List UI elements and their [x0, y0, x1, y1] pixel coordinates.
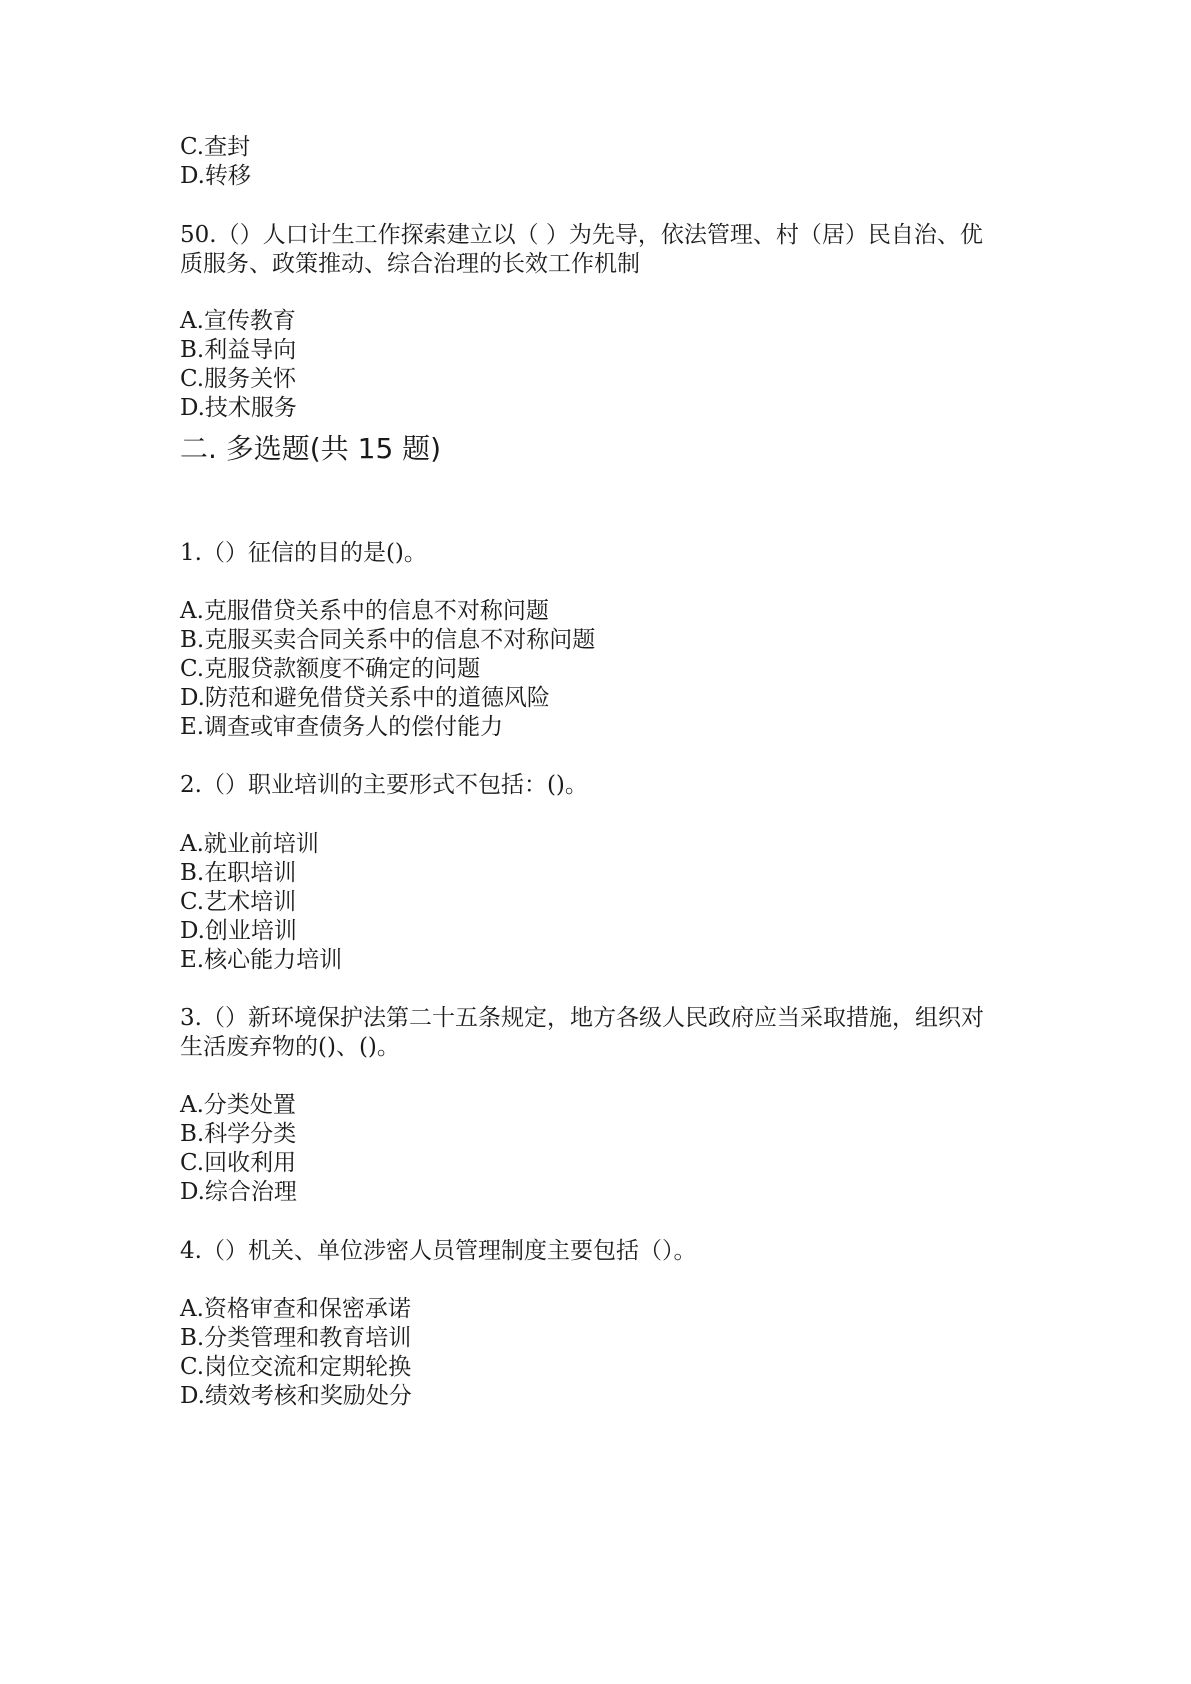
- mq1-option-a: A.克服借贷关系中的信息不对称问题: [180, 598, 549, 624]
- q50-option-c: C.服务关怀: [180, 366, 297, 392]
- q50-option-d: D.技术服务: [180, 395, 297, 421]
- mq2-option-b: B.在职培训: [180, 860, 297, 886]
- mq1-stem: 1.（）征信的目的是()。: [180, 540, 427, 566]
- option-c: C.查封: [180, 134, 251, 160]
- mq2-option-e: E.核心能力培训: [180, 947, 343, 973]
- mq3-option-d: D.综合治理: [180, 1179, 297, 1205]
- mq1-option-d: D.防范和避免借贷关系中的道德风险: [180, 685, 550, 711]
- mq2-option-a: A.就业前培训: [180, 831, 319, 857]
- mq2-stem: 2.（）职业培训的主要形式不包括：()。: [180, 772, 588, 798]
- section-heading: 二. 多选题(共 15 题): [180, 432, 442, 465]
- mq4-option-d: D.绩效考核和奖励处分: [180, 1383, 412, 1409]
- mq3-option-c: C.回收利用: [180, 1150, 297, 1176]
- mq3-stem-line1: 3.（）新环境保护法第二十五条规定，地方各级人民政府应当采取措施，组织对: [180, 1005, 984, 1031]
- q50-option-a: A.宣传教育: [180, 308, 296, 334]
- mq1-option-c: C.克服贷款额度不确定的问题: [180, 656, 481, 682]
- mq4-option-c: C.岗位交流和定期轮换: [180, 1354, 412, 1380]
- mq4-option-a: A.资格审查和保密承诺: [180, 1296, 411, 1322]
- question-50-stem-line2: 质服务、政策推动、综合治理的长效工作机制: [180, 251, 640, 277]
- question-50-stem-line1: 50.（）人口计生工作探索建立以（ ）为先导，依法管理、村（居）民自治、优: [180, 222, 983, 248]
- mq1-option-e: E.调查或审查债务人的偿付能力: [180, 714, 504, 740]
- mq1-option-b: B.克服买卖合同关系中的信息不对称问题: [180, 627, 596, 653]
- mq3-option-b: B.科学分类: [180, 1121, 297, 1147]
- mq2-option-d: D.创业培训: [180, 918, 297, 944]
- option-d: D.转移: [180, 163, 251, 189]
- mq4-option-b: B.分类管理和教育培训: [180, 1325, 412, 1351]
- mq3-stem-line2: 生活废弃物的()、()。: [180, 1034, 400, 1060]
- mq4-stem: 4.（）机关、单位涉密人员管理制度主要包括（）。: [180, 1238, 697, 1264]
- q50-option-b: B.利益导向: [180, 337, 297, 363]
- mq2-option-c: C.艺术培训: [180, 889, 297, 915]
- mq3-option-a: A.分类处置: [180, 1092, 296, 1118]
